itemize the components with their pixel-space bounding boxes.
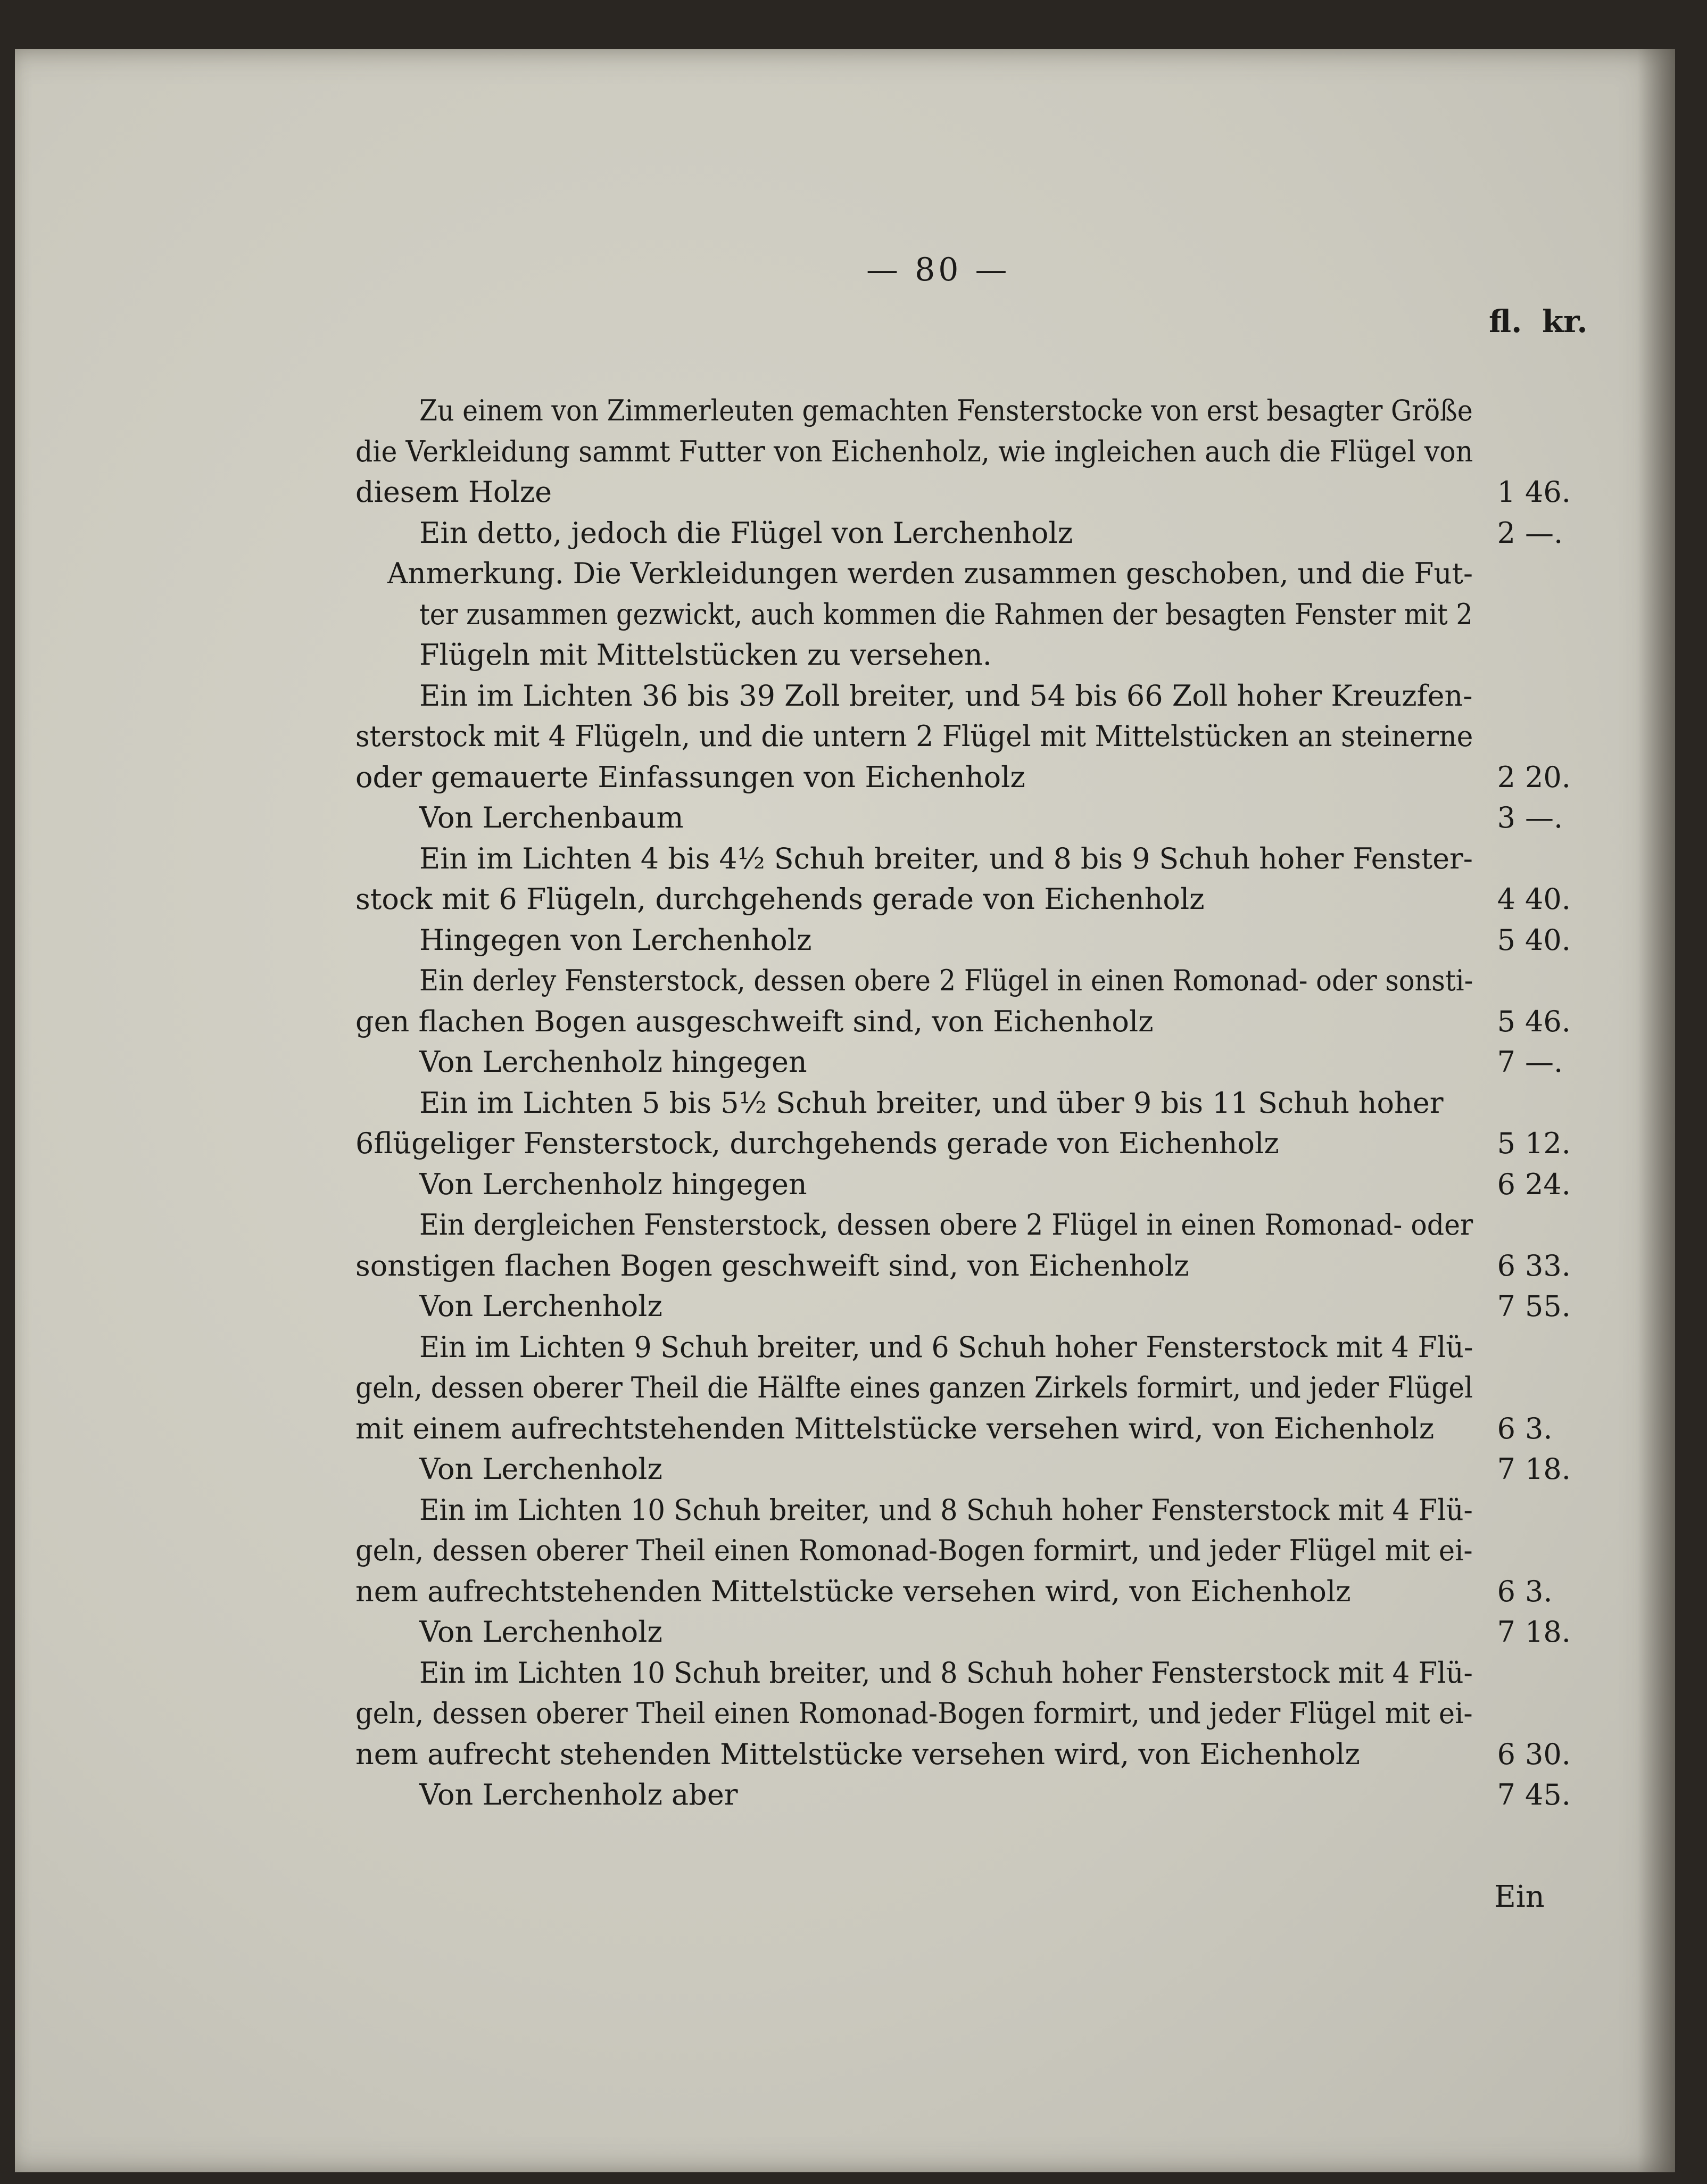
price-kreuzer: 45. <box>1525 1778 1571 1811</box>
price-florin: 2 <box>1497 516 1515 550</box>
line-text: Von Lerchenholz <box>419 1289 662 1323</box>
line-text: sonstigen flachen Bogen geschweift sind, von Eichenholz <box>355 1248 1189 1283</box>
price-florin: 7 <box>1497 1289 1515 1323</box>
line-text: 6flügeliger Fensterstock, durchgehends gerade von Eichenholz <box>355 1127 1279 1160</box>
price-kreuzer: 18. <box>1525 1452 1571 1486</box>
line-text: Von Lerchenholz <box>419 1615 662 1649</box>
line-text: die Verkleidung sammt Futter von Eichenholz, wie ingleichen auch die Flügel von <box>355 434 1473 468</box>
text-line <box>15 1448 1675 1491</box>
text-line <box>15 1692 1675 1735</box>
line-text: Von Lerchenholz aber <box>419 1778 738 1811</box>
text-line <box>15 878 1675 921</box>
line-text: stock mit 6 Flügeln, durchgehends gerade von Eichenholz <box>355 882 1205 916</box>
price-florin: 6 <box>1497 1574 1515 1608</box>
text-line <box>15 1204 1675 1246</box>
line-text: Flügeln mit Mittelstücken zu versehen. <box>419 638 992 672</box>
text-line <box>15 1122 1675 1165</box>
price-kreuzer: —. <box>1525 801 1563 834</box>
text-line <box>15 1245 1675 1287</box>
line-text: sterstock mit 4 Flügeln, und die untern 2 Flügel mit Mittelstücken an steinerne <box>355 719 1473 753</box>
line-text: Ein im Lichten 4 bis 4½ Schuh breiter, und 8 bis 9 Schuh hoher Fenster- <box>419 841 1473 875</box>
text-line <box>15 1000 1675 1043</box>
text-line <box>15 959 1675 1002</box>
price-florin: 5 <box>1497 1004 1515 1038</box>
price-kreuzer: 30. <box>1525 1737 1571 1771</box>
price-florin: 6 <box>1497 1167 1515 1201</box>
price-florin: 7 <box>1497 1045 1515 1079</box>
price-florin: 6 <box>1497 1737 1515 1771</box>
price-kreuzer: 33. <box>1525 1248 1571 1283</box>
catchword: Ein <box>1494 1880 1545 1914</box>
line-text: Ein im Lichten 10 Schuh breiter, und 8 Schuh hoher Fensterstock mit 4 Flü- <box>419 1493 1473 1527</box>
text-line <box>15 1082 1675 1124</box>
line-text: Von Lerchenbaum <box>419 801 684 834</box>
line-text: nem aufrecht stehenden Mittelstücke versehen wird, von Eichenholz <box>355 1737 1360 1771</box>
price-kreuzer: 40. <box>1525 923 1571 957</box>
text-line <box>15 919 1675 962</box>
price-kreuzer: 46. <box>1525 1004 1571 1038</box>
line-text: Von Lerchenholz <box>419 1452 662 1486</box>
text-line <box>15 1611 1675 1653</box>
text-line <box>15 797 1675 839</box>
price-florin: 2 <box>1497 760 1515 794</box>
price-florin: 6 <box>1497 1248 1515 1283</box>
price-kreuzer: 40. <box>1525 882 1571 916</box>
text-line <box>15 1367 1675 1409</box>
text-line <box>15 471 1675 514</box>
line-text: Hingegen von Lerchenholz <box>419 923 812 957</box>
column-header-kr: kr. <box>1542 303 1588 340</box>
price-kreuzer: 24. <box>1525 1167 1571 1201</box>
price-kreuzer: —. <box>1525 516 1563 550</box>
price-florin: 5 <box>1497 1127 1515 1160</box>
text-line <box>15 431 1675 473</box>
line-text: mit einem aufrechtstehenden Mittelstücke versehen wird, von Eichenholz <box>355 1411 1435 1445</box>
text-line <box>15 1408 1675 1450</box>
book-page <box>15 49 1675 2172</box>
price-kreuzer: 55. <box>1525 1289 1571 1323</box>
line-text: Ein derley Fensterstock, dessen obere 2 Flügel in einen Romonad- oder sonsti- <box>419 964 1473 997</box>
text-line <box>15 838 1675 880</box>
text-line <box>15 1733 1675 1776</box>
line-text: Zu einem von Zimmerleuten gemachten Fensterstocke von erst besagter Größe <box>419 394 1473 427</box>
line-text: Ein im Lichten 9 Schuh breiter, und 6 Schuh hoher Fensterstock mit 4 Flü- <box>419 1330 1473 1364</box>
line-text: Ein im Lichten 5 bis 5½ Schuh breiter, und über 9 bis 11 Schuh hoher <box>419 1086 1444 1120</box>
price-kreuzer: —. <box>1525 1045 1563 1079</box>
text-line <box>15 552 1675 595</box>
price-kreuzer: 3. <box>1525 1411 1553 1445</box>
text-line <box>15 715 1675 758</box>
text-line <box>15 675 1675 717</box>
line-text: geln, dessen oberer Theil einen Romonad-Bogen formirt, und jeder Flügel mit ei- <box>355 1534 1473 1567</box>
line-text: Anmerkung. Die Verkleidungen werden zusammen geschoben, und die Fut- <box>387 557 1473 590</box>
text-line <box>15 593 1675 636</box>
page-number: — 80 — <box>866 251 1010 288</box>
text-line <box>15 1570 1675 1613</box>
line-text: ter zusammen gezwickt, auch kommen die Rahmen der besagten Fenster mit 2 <box>419 597 1473 631</box>
line-text: gen flachen Bogen ausgeschweift sind, von Eichenholz <box>355 1004 1154 1038</box>
text-line <box>15 512 1675 555</box>
line-text: Ein dergleichen Fensterstock, dessen obere 2 Flügel in einen Romonad- oder <box>419 1208 1473 1242</box>
price-florin: 7 <box>1497 1615 1515 1649</box>
price-florin: 4 <box>1497 882 1515 916</box>
price-florin: 7 <box>1497 1452 1515 1486</box>
price-florin: 5 <box>1497 923 1515 957</box>
text-line <box>15 1489 1675 1532</box>
line-text: geln, dessen oberer Theil einen Romonad-Bogen formirt, und jeder Flügel mit ei- <box>355 1697 1473 1730</box>
text-line <box>15 1285 1675 1328</box>
line-text: Von Lerchenholz hingegen <box>419 1045 807 1079</box>
line-text: oder gemauerte Einfassungen von Eichenholz <box>355 760 1025 794</box>
line-text: Von Lerchenholz hingegen <box>419 1167 807 1201</box>
price-kreuzer: 12. <box>1525 1127 1571 1160</box>
price-florin: 6 <box>1497 1411 1515 1445</box>
price-kreuzer: 3. <box>1525 1574 1553 1608</box>
line-text: geln, dessen oberer Theil die Hälfte eines ganzen Zirkels formirt, und jeder Flügel <box>355 1371 1473 1404</box>
column-header-fl: fl. <box>1489 303 1522 340</box>
text-line <box>15 1652 1675 1694</box>
text-line <box>15 1163 1675 1206</box>
price-kreuzer: 20. <box>1525 760 1571 794</box>
price-kreuzer: 18. <box>1525 1615 1571 1649</box>
price-florin: 7 <box>1497 1778 1515 1811</box>
text-line <box>15 1774 1675 1816</box>
line-text: nem aufrechtstehenden Mittelstücke versehen wird, von Eichenholz <box>355 1574 1351 1608</box>
price-florin: 1 <box>1497 475 1515 509</box>
line-text: Ein im Lichten 10 Schuh breiter, und 8 Schuh hoher Fensterstock mit 4 Flü- <box>419 1656 1473 1690</box>
text-line <box>15 390 1675 432</box>
line-text: Ein detto, jedoch die Flügel von Lerchenholz <box>419 516 1073 550</box>
text-line <box>15 634 1675 676</box>
line-text: diesem Holze <box>355 475 552 509</box>
text-line <box>15 756 1675 799</box>
price-florin: 3 <box>1497 801 1515 834</box>
text-line <box>15 1326 1675 1369</box>
line-text: Ein im Lichten 36 bis 39 Zoll breiter, und 54 bis 66 Zoll hoher Kreuzfen- <box>419 679 1473 713</box>
text-line <box>15 1041 1675 1083</box>
price-kreuzer: 46. <box>1525 475 1571 509</box>
text-line <box>15 1529 1675 1572</box>
